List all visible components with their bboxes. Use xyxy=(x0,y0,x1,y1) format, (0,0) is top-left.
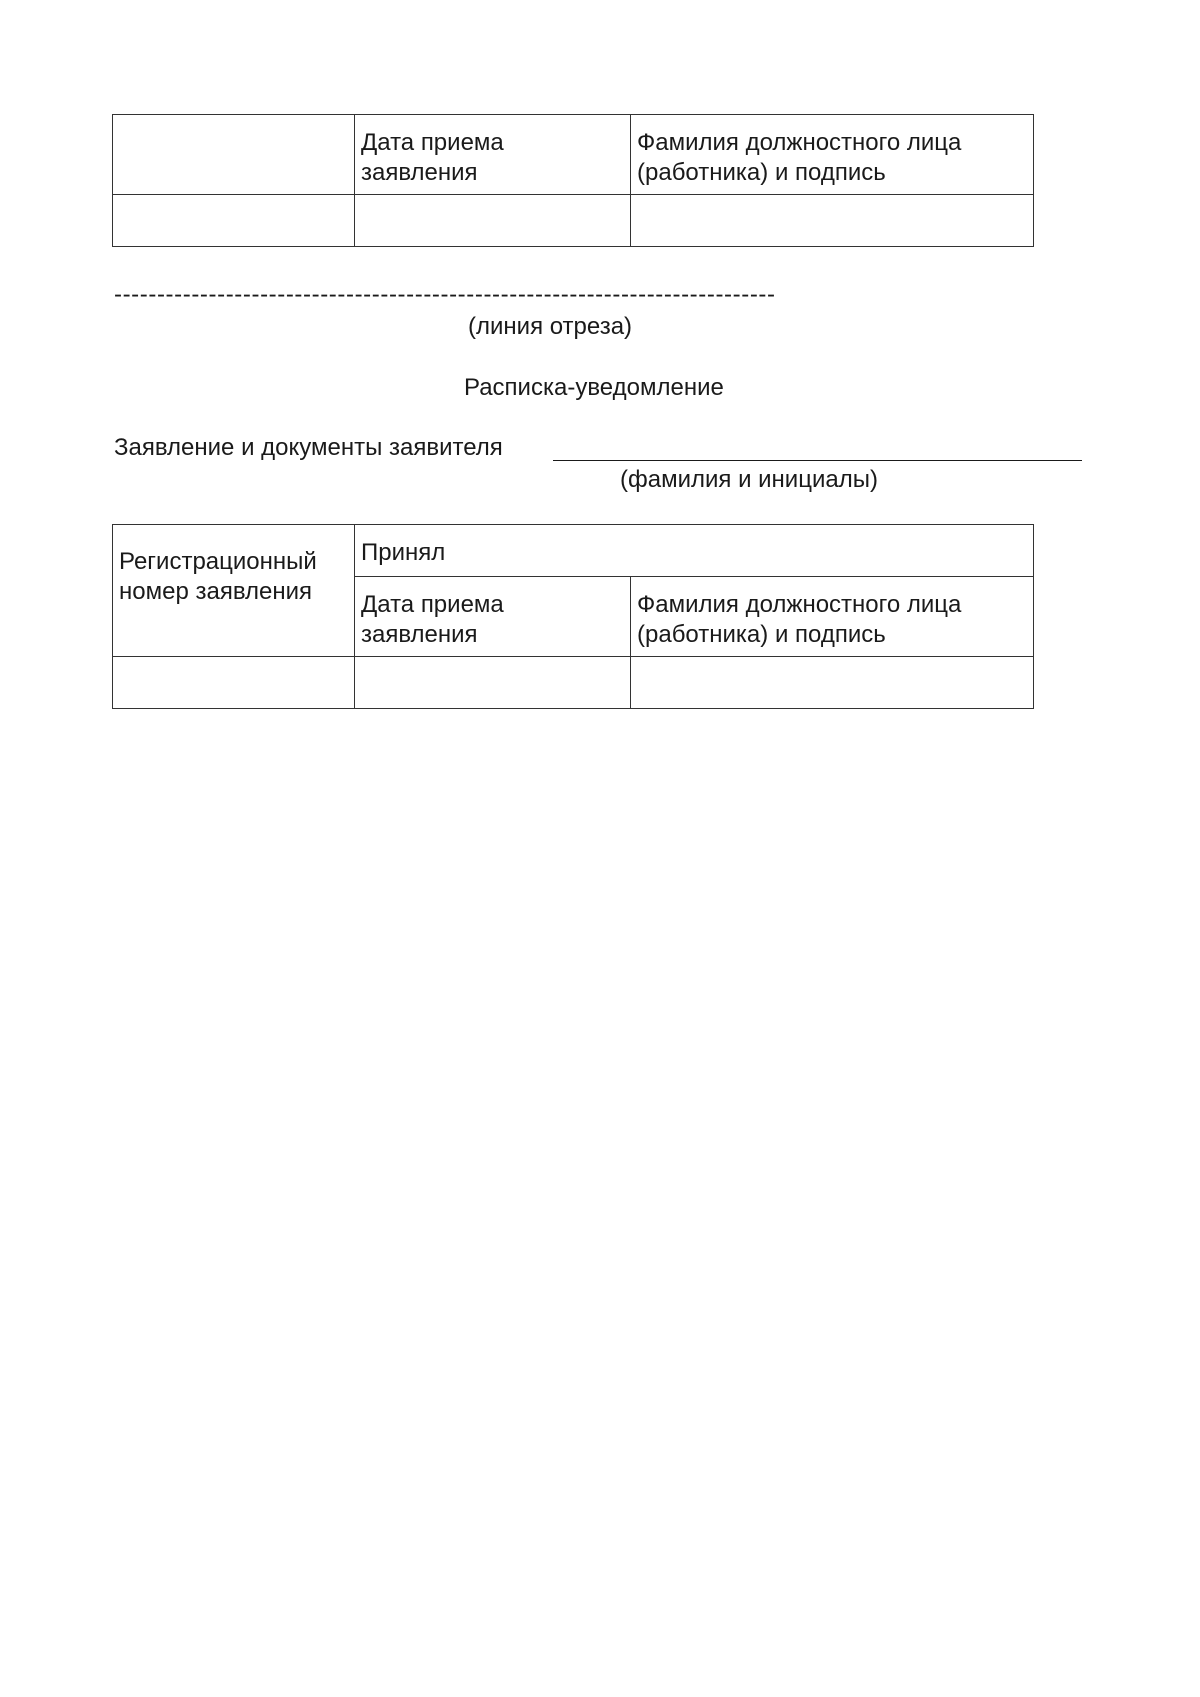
bottom-table-reg-number-header: Регистрационный номер заявления xyxy=(113,525,355,657)
bottom-table-accepted-header: Принял xyxy=(355,525,1034,577)
top-table-officer-header: Фамилия должностного лица (работника) и подпись xyxy=(631,115,1034,195)
top-table-empty-header-cell xyxy=(113,115,355,195)
applicant-label: Заявление и документы заявителя xyxy=(114,434,503,461)
bottom-table-blank-row xyxy=(113,657,1034,709)
receipt-title: Расписка-уведомление xyxy=(464,374,724,401)
bottom-table xyxy=(112,524,1034,709)
top-table-blank-row xyxy=(113,195,1034,247)
bottom-table-blank-cell[interactable] xyxy=(113,657,355,709)
applicant-name-fill-line[interactable] xyxy=(553,460,1082,461)
top-table-blank-cell[interactable] xyxy=(631,195,1034,247)
bottom-table-blank-cell[interactable] xyxy=(631,657,1034,709)
cut-line-dashes: ----------------------------------------------------------------------------- xyxy=(114,281,776,308)
top-table-blank-cell[interactable] xyxy=(355,195,631,247)
bottom-table-blank-cell[interactable] xyxy=(355,657,631,709)
bottom-table-date-header: Дата приема заявления xyxy=(355,577,631,657)
cut-line-caption: (линия отреза) xyxy=(468,313,633,340)
bottom-table-officer-header: Фамилия должностного лица (работника) и подпись xyxy=(631,577,1034,657)
top-table-header-row xyxy=(113,115,1034,195)
top-table xyxy=(112,114,1034,247)
applicant-name-caption: (фамилия и инициалы) xyxy=(620,466,878,493)
top-table-blank-cell[interactable] xyxy=(113,195,355,247)
bottom-table-header-row xyxy=(113,525,1034,577)
top-table-date-header: Дата приема заявления xyxy=(355,115,631,195)
